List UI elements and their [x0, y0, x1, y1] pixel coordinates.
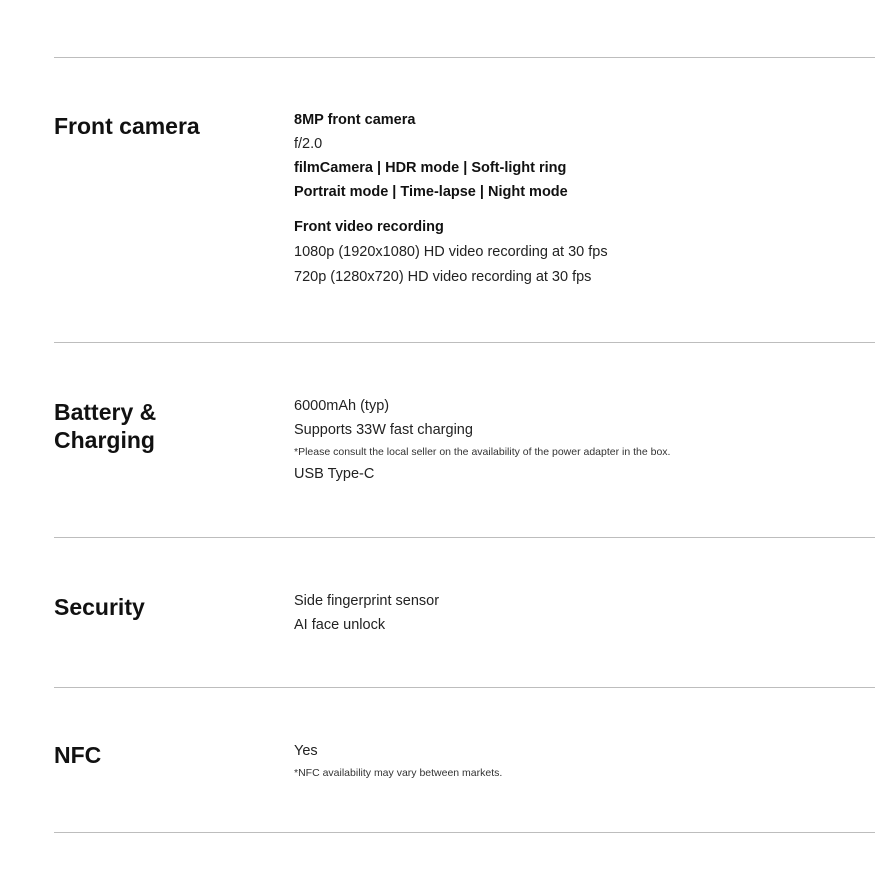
- front-camera-features-2: Portrait mode | Time-lapse | Night mode: [294, 184, 568, 200]
- nfc-note: *NFC availability may vary between markets.: [294, 767, 503, 779]
- front-video-heading: Front video recording: [294, 219, 444, 235]
- nfc-specs: [294, 739, 854, 783]
- section-title-battery: [54, 398, 254, 454]
- battery-adapter-note: *Please consult the local seller on the availability of the power adapter in the box.: [294, 446, 671, 458]
- security-fingerprint: Side fingerprint sensor: [294, 593, 440, 609]
- security-face-unlock: AI face unlock: [294, 617, 386, 633]
- battery-title-line-2: Charging: [54, 427, 155, 453]
- security-specs: [294, 589, 854, 637]
- front-camera-features-1: filmCamera | HDR mode | Soft-light ring: [294, 160, 567, 176]
- front-video-720p: 720p (1280x720) HD video recording at 30 fps: [294, 269, 592, 285]
- battery-capacity: 6000mAh (typ): [294, 398, 390, 414]
- divider: [54, 832, 875, 833]
- battery-port: USB Type-C: [294, 466, 375, 482]
- section-title-front-camera: Front camera: [54, 113, 200, 139]
- divider: [54, 537, 875, 538]
- front-camera-aperture: f/2.0: [294, 136, 323, 152]
- divider: [54, 687, 875, 688]
- section-title-security: Security: [54, 594, 145, 620]
- nfc-value: Yes: [294, 743, 318, 759]
- divider: [54, 342, 875, 343]
- battery-title-line-1: Battery &: [54, 399, 157, 425]
- battery-specs: [294, 394, 854, 486]
- front-video-1080p: 1080p (1920x1080) HD video recording at 30 fps: [294, 244, 608, 260]
- divider: [54, 57, 875, 58]
- battery-fast-charging: Supports 33W fast charging: [294, 422, 473, 438]
- section-title-nfc: NFC: [54, 742, 102, 768]
- front-camera-specs: [294, 108, 854, 290]
- front-camera-resolution: 8MP front camera: [294, 112, 416, 128]
